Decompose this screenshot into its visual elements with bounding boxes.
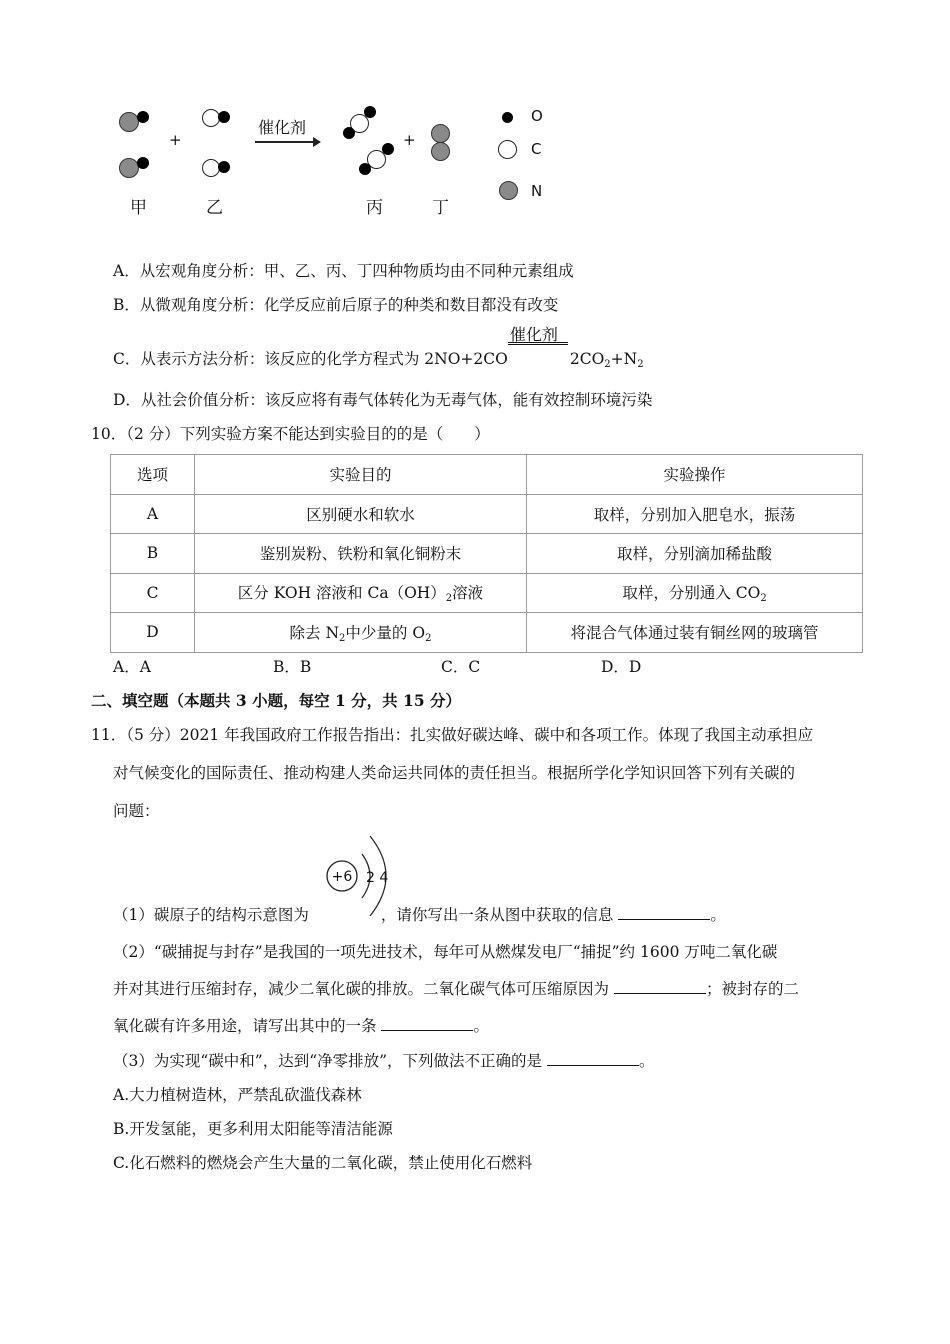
- table-header: 选项: [111, 455, 195, 495]
- subscript: 2: [637, 359, 644, 370]
- q9-option-a: A．从宏观角度分析：甲、乙、丙、丁四种物质均由不同种元素组成: [113, 262, 574, 280]
- punctuation: 。: [473, 1017, 489, 1035]
- nitrogen-atom: [119, 112, 139, 132]
- table-cell: 区别硬水和软水: [195, 494, 527, 534]
- q11-stem-line1: 11．（5 分）2021 年我国政府工作报告指出：扎实做好碳达峰、碳中和各项工作。体现了我国主动承担应: [91, 726, 814, 744]
- table-cell: [195, 573, 527, 613]
- q9-option-c: [113, 325, 644, 370]
- label-bing: 丙: [366, 198, 383, 218]
- arrow-head: [313, 137, 321, 147]
- subscript: 2: [445, 593, 453, 605]
- legend-carbon-label: C: [531, 140, 542, 158]
- table-cell: A: [111, 494, 195, 534]
- table-header: 实验目的: [195, 455, 527, 495]
- table-row: [111, 534, 863, 574]
- q11-part1-text-2: ，请你写出一条从图中获取的信息: [380, 906, 614, 924]
- electron-counts: 2 4: [366, 870, 389, 886]
- plus-sign: +: [403, 131, 416, 149]
- q11-option-b: B.开发氢能，更多利用太阳能等清洁能源: [113, 1120, 393, 1138]
- legend-nitrogen-label: N: [531, 182, 543, 200]
- table-row: [111, 573, 863, 613]
- q10-choice-c: C．C: [441, 658, 481, 676]
- q9-option-d: D．从社会价值分析：该反应将有毒气体转化为无毒气体，能有效控制环境污染: [113, 391, 653, 409]
- subscript: 2: [760, 593, 767, 605]
- q11-option-a: A.大力植树造林，严禁乱砍滥伐森林: [113, 1086, 362, 1104]
- answer-blank[interactable]: [614, 981, 706, 994]
- section-title: 二、填空题（本题共 3 小题，每空 1 分，共 15 分）: [91, 691, 462, 710]
- cell-text: 除去 N: [289, 623, 340, 642]
- catalyst-label: 催化剂: [258, 118, 307, 137]
- q9-option-b: B．从微观角度分析：化学反应前后原子的种类和数目都没有改变: [113, 296, 559, 314]
- q11-part1: [113, 903, 726, 925]
- nitrogen-atom: [119, 158, 139, 178]
- table-cell: B: [111, 534, 195, 574]
- cell-text: 溶液: [452, 584, 484, 603]
- equation-product-2: +N: [610, 350, 638, 368]
- punctuation: 。: [710, 906, 726, 924]
- subscript: 2: [339, 632, 346, 644]
- answer-blank[interactable]: [618, 907, 710, 920]
- legend-carbon-circle: [498, 140, 517, 159]
- q11-part2-line3: [113, 1014, 489, 1036]
- table-cell: 取样，分别滴加稀盐酸: [527, 534, 863, 574]
- q11-option-c: C.化石燃料的燃烧会产生大量的二氧化碳，禁止使用化石燃料: [113, 1154, 533, 1172]
- nucleus-charge: +6: [331, 869, 353, 885]
- q11-part2-text-2: ；被封存的二: [705, 980, 799, 998]
- q10-choice-b: B．B: [273, 658, 312, 676]
- q10-choice-a: A．A: [113, 658, 151, 676]
- equation-product: 2CO: [569, 350, 605, 368]
- table-cell: D: [111, 613, 195, 653]
- oxygen-atom: [218, 161, 230, 173]
- table-cell: [195, 613, 527, 653]
- label-jia: 甲: [130, 198, 147, 218]
- answer-blank[interactable]: [381, 1018, 473, 1031]
- table-cell: 取样，分别加入肥皂水，振荡: [527, 494, 863, 534]
- subscript: 2: [425, 632, 432, 644]
- q11-stem-line3: 问题：: [113, 802, 160, 820]
- table-cell: C: [111, 573, 195, 613]
- table-header-row: [111, 455, 863, 495]
- legend-oxygen-dot: [502, 112, 513, 123]
- label-yi: 乙: [206, 198, 223, 218]
- cell-text: 区分 KOH 溶液和 Ca（OH）: [237, 584, 446, 603]
- oxygen-atom: [137, 157, 149, 169]
- equation-catalyst: 催化剂: [509, 325, 558, 344]
- table-header: 实验操作: [527, 455, 863, 495]
- equation-line: [508, 342, 568, 345]
- cell-text: 取样，分别通入 CO: [622, 584, 761, 603]
- punctuation: 。: [639, 1052, 655, 1070]
- nitrogen-atom: [431, 124, 450, 143]
- label-ding: 丁: [432, 198, 449, 218]
- table-cell: 将混合气体通过装有铜丝网的玻璃管: [527, 613, 863, 653]
- oxygen-atom: [137, 111, 149, 123]
- q11-part2-line2: [113, 977, 799, 999]
- q11-part1-text: （1）碳原子的结构示意图为: [113, 906, 309, 924]
- plus-sign: +: [169, 131, 182, 149]
- oxygen-atom: [359, 163, 371, 175]
- q11-part2-line1: （2）“碳捕捉与封存”是我国的一项先进技术，每年可从燃煤发电厂“捕捉”约 1600 万吨二氧化碳: [113, 943, 778, 961]
- q11-part2-text-3: 氧化碳有许多用途，请写出其中的一条: [113, 1017, 377, 1035]
- experiment-table: [110, 454, 863, 653]
- table-row: [111, 494, 863, 534]
- q9-option-c-text: C．从表示方法分析：该反应的化学方程式为 2NO+2CO: [113, 350, 508, 368]
- cell-text: 中少量的 O: [345, 623, 426, 642]
- equation-arrow: [508, 325, 570, 364]
- table-cell: [527, 573, 863, 613]
- legend-nitrogen-circle: [499, 181, 518, 200]
- reaction-arrow: [255, 141, 315, 143]
- q11-part3-text: （3）为实现“碳中和”，达到“净零排放”，下列做法不正确的是: [113, 1052, 543, 1070]
- table-cell: 鉴别炭粉、铁粉和氧化铜粉末: [195, 534, 527, 574]
- subscript: 2: [604, 359, 611, 370]
- legend-oxygen-label: O: [531, 107, 543, 125]
- oxygen-atom: [343, 127, 355, 139]
- q10-stem: 10．（2 分）下列实验方案不能达到实验目的的是（ ）: [91, 425, 490, 443]
- q10-choice-d: D．D: [601, 658, 642, 676]
- answer-blank[interactable]: [547, 1053, 639, 1066]
- q11-stem-line2: 对气候变化的国际责任、推动构建人类命运共同体的责任担当。根据所学化学知识回答下列有关碳的: [113, 764, 796, 782]
- q11-part2-text: 并对其进行压缩封存，减少二氧化碳的排放。二氧化碳气体可压缩原因为: [113, 980, 610, 998]
- nitrogen-atom: [431, 142, 450, 161]
- table-row: [111, 613, 863, 653]
- reaction-diagram: [110, 100, 570, 225]
- oxygen-atom: [218, 111, 230, 123]
- q11-part3: [113, 1049, 655, 1071]
